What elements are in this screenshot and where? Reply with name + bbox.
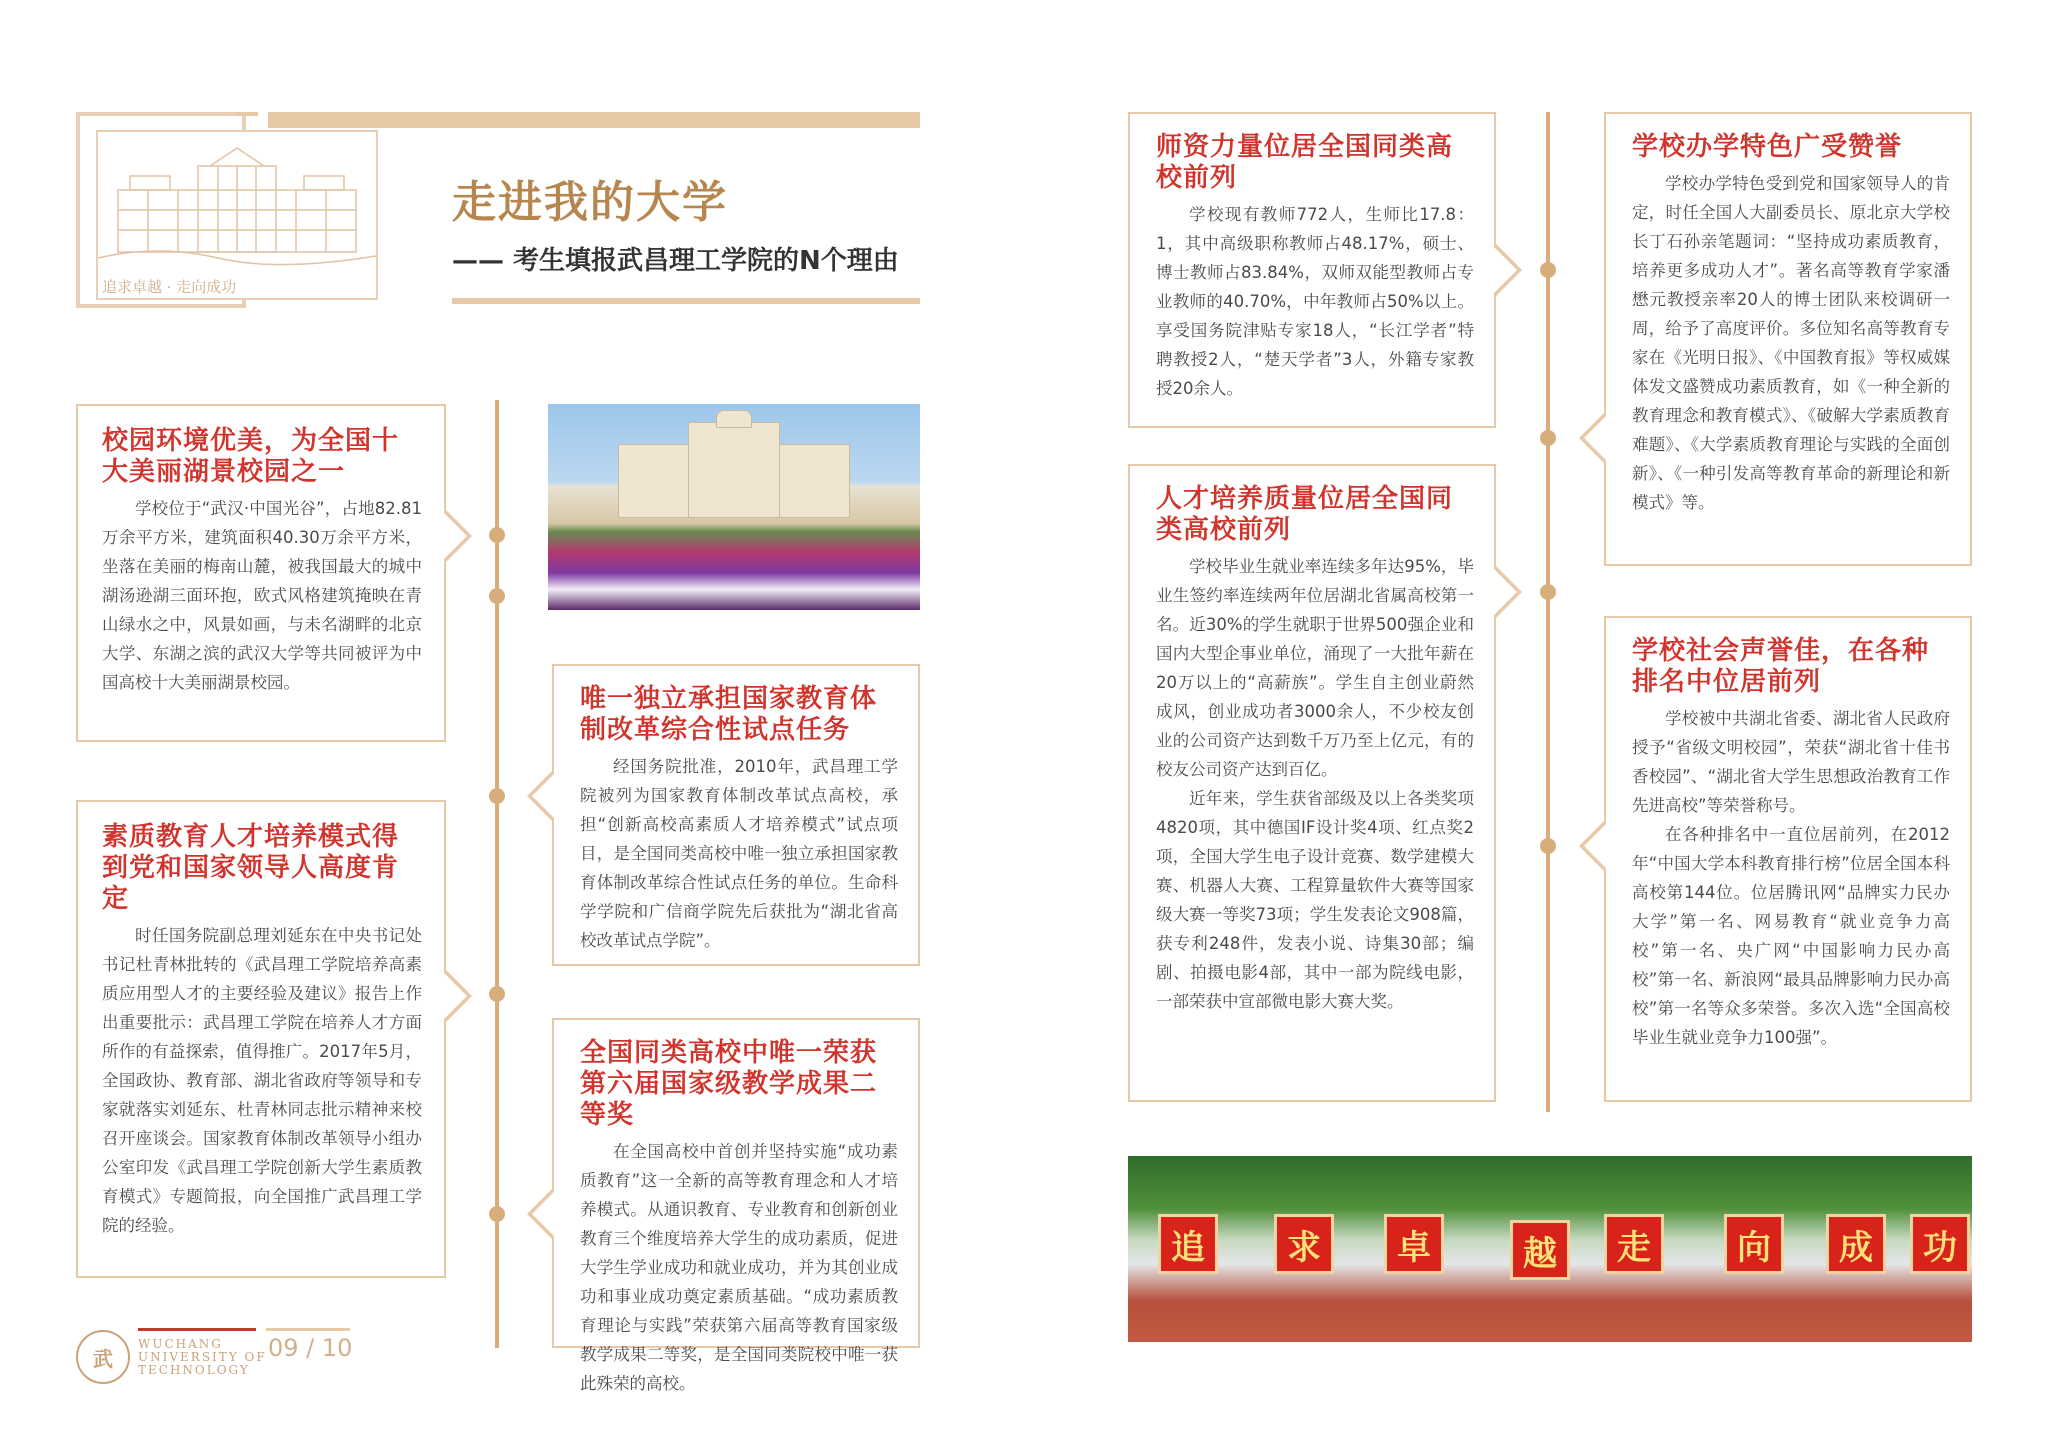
social-reputation-title: 学校社会声誉佳，在各种排名中位居前列 [1632,636,1930,697]
reform-pilot-title: 唯一独立承担国家教育体制改革综合性试点任务 [580,684,878,745]
footer-line-2: UNIVERSITY OF [138,1350,267,1364]
faculty-strength-text [1156,200,1474,403]
paragraph: 学校位于“武汉·中国光谷”，占地82.81万余平方米，建筑面积40.30万余平方米，坐落在美丽的梅南山麓，被我国最大的城中湖汤逊湖三面环抱，欧式风格建筑掩映在青山绿水之中，风景如画，与未名湖畔的北京大学、东湖之滨的武汉大学等共同被评为中国高校十大美丽湖景校园。 [102,499,422,692]
campus-environment-box [76,404,446,742]
left-timeline-dot [489,986,505,1002]
left-timeline-dot [489,1206,505,1222]
university-logo-glyph: 武 [93,1346,113,1371]
left-timeline-dot [489,788,505,804]
talent-quality-text [1156,552,1474,1016]
reform-box-pointer [527,770,553,822]
social-reputation-text [1632,704,1950,1052]
campus-sketch-illustration [98,140,376,270]
parade-sign: 求 [1274,1214,1334,1274]
reform-pilot-box [552,664,920,966]
campus-environment-title: 校园环境优美，为全国十大美丽湖景校园之一 [102,426,400,487]
parade-sign: 走 [1604,1214,1664,1274]
school-feature-box [1604,112,1972,566]
right-timeline-dot [1540,838,1556,854]
teaching-award-text [580,1137,898,1398]
paragraph: 在全国高校中首创并坚持实施“成功素质教育”这一全新的高等教育理念和人才培养模式。从通识教育、专业教育和创新创业教育三个维度培养大学生的成功素质，促进大学生学业成功和就业成功，并为其创业成功和事业成功奠定素质基础。“成功素质教育理论与实践”荣获第六届高等教育国家级教学成果二等奖，是全国同类院校中唯一获此殊荣的高校。 [580,1142,898,1393]
school-feature-text [1632,169,1950,517]
paragraph: 学校被中共湖北省委、湖北省人民政府授予“省级文明校园”，荣获“湖北省十佳书香校园”、“湖北省大学生思想政治教育工作先进高校”等荣誉称号。 [1632,709,1950,815]
left-timeline-dot [489,588,505,604]
social-reputation-box [1604,616,1972,1102]
faculty-strength-title: 师资力量位居全国同类高校前列 [1156,132,1454,193]
quality-education-title: 素质教育人才培养模式得到党和国家领导人高度肯定 [102,822,400,914]
footer-red-line [138,1328,256,1331]
footer-university-name [138,1338,267,1377]
faculty-box-pointer [1496,244,1522,296]
teaching-award-title: 全国同类高校中唯一荣获第六届国家级教学成果二等奖 [580,1038,878,1130]
page-title: 走进我的大学 [452,177,728,228]
header-top-bar [268,112,920,128]
parade-photo [1128,1156,1972,1342]
talent-quality-box [1128,464,1496,1102]
award-box-pointer [527,1188,553,1240]
page-number: 09 / 10 [268,1334,353,1362]
parade-sign: 越 [1510,1220,1570,1280]
paragraph: 时任国务院副总理刘延东在中央书记处书记杜青林批转的《武昌理工学院培养高素质应用型人才的主要经验及建议》报告上作出重要批示：武昌理工学院在培养人才方面所作的有益探索，值得推广。2017年5月，全国政协、教育部、湖北省政府等领导和专家就落实刘延东、杜青林同志批示精神来校召开座谈会。国家教育体制改革领导小组办公室印发《武昌理工学院创新大学生素质教育模式》专题简报，向全国推广武昌理工学院的经验。 [102,926,422,1235]
header-slogan-small: 追求卓越 · 走向成功 [102,278,237,296]
quality-education-box [76,800,446,1278]
talent-box-pointer [1496,566,1522,618]
campus-building-photo [548,404,920,610]
campus-environment-text [102,494,422,697]
reform-pilot-text [580,752,898,955]
paragraph: 在各种排名中一直位居前列，在2012年“中国大学本科教育排行榜”位居全国本科高校第144位。位居腾讯网“品牌实力民办大学”第一名、网易教育“就业竞争力高校”第一名、央广网“中国影响力民办高校”第一名、新浪网“最具品牌影响力民办高校”第一名等众多荣誉。多次入选“全国高校毕业生就业竞争力100强”。 [1632,825,1950,1047]
right-timeline-dot [1540,584,1556,600]
parade-sign: 成 [1826,1214,1886,1274]
footer-gold-line [266,1328,350,1331]
right-timeline-dot [1540,430,1556,446]
reputation-box-pointer [1579,820,1605,872]
parade-sign: 向 [1724,1214,1784,1274]
campus-box-pointer [446,510,472,562]
paragraph: 近年来，学生获省部级及以上各类奖项4820项，其中德国IF设计奖4项、红点奖2项，全国大学生电子设计竞赛、数学建模大赛、机器人大赛、工程算量软件大赛等国家级大赛一等奖73项；学生发表论文908篇，获专利248件，发表小说、诗集30部；编剧、拍摄电影4部，其中一部为院线电影，一部荣获中宣部微电影大赛大奖。 [1156,789,1474,1011]
header-image-frame-inner [96,130,378,300]
faculty-strength-box [1128,112,1496,428]
talent-quality-title: 人才培养质量位居全国同类高校前列 [1156,484,1454,545]
teaching-award-box [552,1018,920,1393]
parade-sign: 卓 [1384,1214,1444,1274]
paragraph: 学校现有教师772人，生师比17.8：1，其中高级职称教师占48.17%，硕士、博士教师占83.84%，双师双能型教师占专业教师的40.70%，中年教师占50%以上。享受国务院津贴专家18人，“长江学者”特聘教授2人，“楚天学者”3人，外籍专家教授20余人。 [1156,205,1474,398]
paragraph: 学校毕业生就业率连续多年达95%，毕业生签约率连续两年位居湖北省属高校第一名。近30%的学生就职于世界500强企业和国内大型企事业单位，涌现了一大批年薪在20万以上的“高薪族”。学生自主创业蔚然成风，创业成功者3000余人，不少校友创业的公司资产达到数千万乃至上亿元，有的校友公司资产达到百亿。 [1156,557,1474,779]
right-timeline-dot [1540,262,1556,278]
left-timeline-dot [489,527,505,543]
footer-line-1: WUCHANG [138,1337,223,1351]
feature-box-pointer [1579,412,1605,464]
paragraph: 经国务院批准，2010年，武昌理工学院被列为国家教育体制改革试点高校，承担“创新高校高素质人才培养模式”试点项目，是全国同类高校中唯一独立承担国家教育体制改革综合性试点任务的单位。生命科学学院和广信商学院先后获批为“湖北省高校改革试点学院”。 [580,757,898,950]
parade-sign: 追 [1158,1214,1218,1274]
header-top-thin-line [236,112,258,116]
quality-box-pointer [446,970,472,1022]
header-bottom-bar [452,298,920,304]
university-logo [76,1330,130,1384]
parade-sign: 功 [1910,1214,1970,1274]
paragraph: 学校办学特色受到党和国家领导人的肯定，时任全国人大副委员长、原北京大学校长丁石孙亲笔题词：“坚持成功素质教育，培养更多成功人才”。著名高等教育学家潘懋元教授亲率20人的博士团队来校调研一周，给予了高度评价。多位知名高等教育专家在《光明日报》、《中国教育报》等权威媒体发文盛赞成功素质教育，如《一种全新的教育理念和教育模式》、《破解大学素质教育难题》、《大学素质教育理论与实践的全面创新》、《一种引发高等教育革命的新理论和新模式》等。 [1632,174,1950,512]
page-subtitle: —— 考生填报武昌理工学院的N个理由 [452,246,899,276]
quality-education-text [102,921,422,1240]
footer-line-3: TECHNOLOGY [138,1363,250,1377]
school-feature-title: 学校办学特色广受赞誉 [1632,132,1903,162]
